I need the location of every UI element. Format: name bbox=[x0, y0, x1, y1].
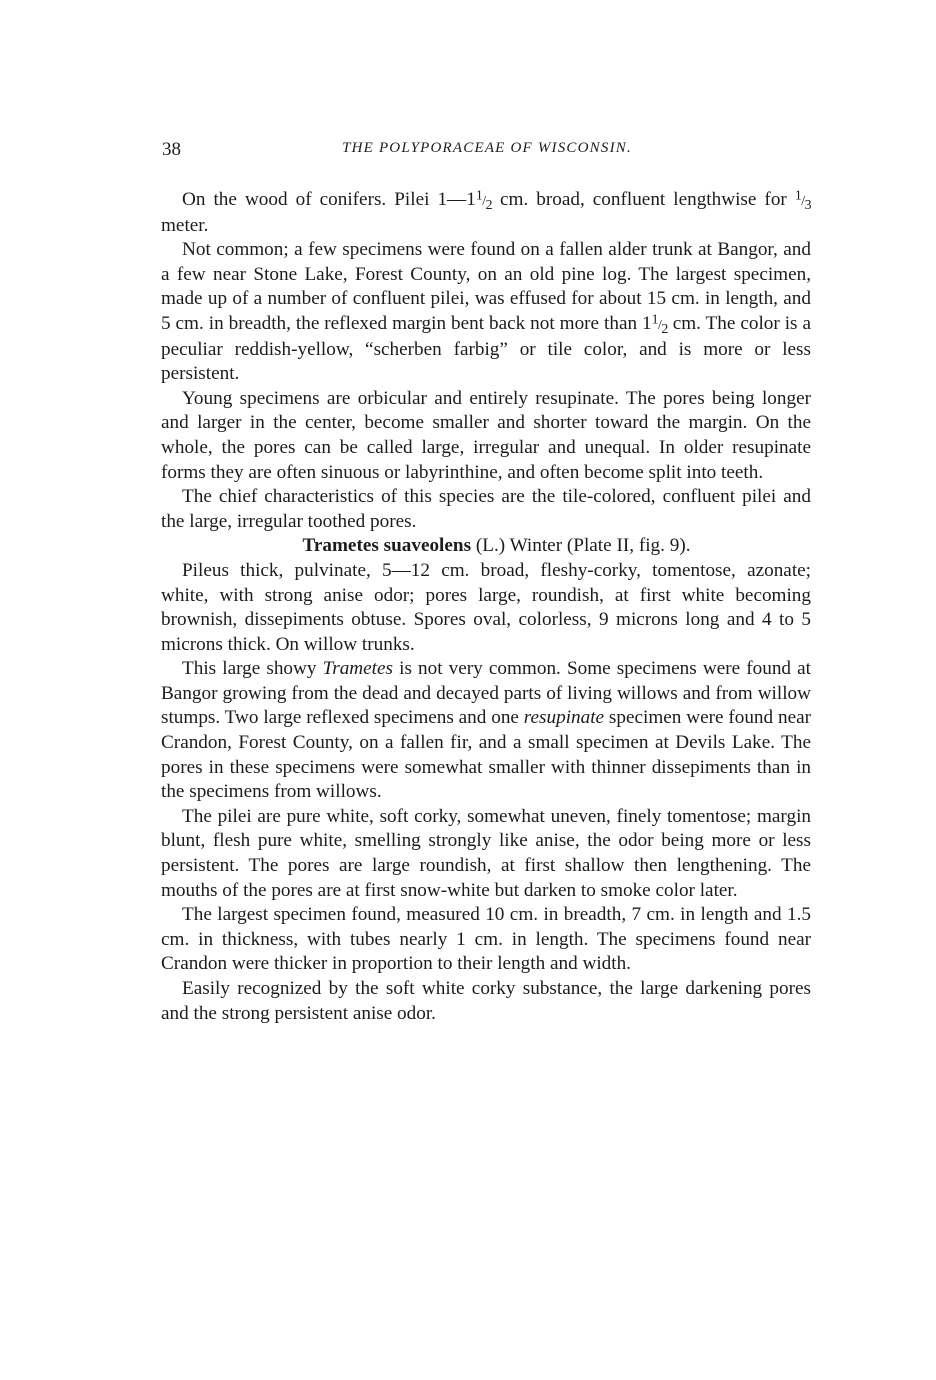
text-run: This large showy bbox=[182, 658, 323, 680]
page-body bbox=[161, 188, 811, 1026]
species-heading bbox=[161, 534, 811, 559]
paragraph bbox=[161, 188, 811, 238]
fraction-denominator: 2 bbox=[485, 196, 492, 212]
term-italic: resupinate bbox=[523, 707, 605, 729]
page-header bbox=[162, 139, 812, 165]
genus-italic: Trametes bbox=[322, 658, 393, 680]
page-number: 38 bbox=[162, 139, 181, 160]
paragraph bbox=[161, 657, 811, 805]
fraction-one-third: $^1/_3$ bbox=[794, 187, 811, 212]
paragraph: The largest specimen found, measured 10 cm. in breadth, 7 cm. in length and 1.5 cm. in thickness, with tubes nearly 1 cm. in length. The specimens found near Crandon were thicker in proportion to their length and width. bbox=[161, 904, 811, 975]
text-run: is not very common. Some specimens were found at Bangor growing from the dead and decayed parts of living willows and from willow stumps. Two large reflexed specimens and one bbox=[161, 658, 811, 729]
fraction-one-half: $^1/_2$ bbox=[651, 311, 668, 336]
running-title: THE POLYPORACEAE OF WISCONSIN. bbox=[342, 140, 632, 156]
fraction-numerator: 1 bbox=[794, 187, 802, 203]
text-run: specimen were found near Crandon, Forest County, on a fallen fir, and a small specimen at Devils Lake. The pores in these specimens were somewhat smaller with thinner dissepiments than in the specimens from willows. bbox=[161, 707, 811, 803]
text-run: On the wood of conifers. Pilei 1—1 bbox=[182, 189, 476, 210]
paragraph: Young specimens are orbicular and entirely resupinate. The pores being longer and larger in the center, become smaller and shorter toward the margin. On the whole, the pores can be called large, irregular and unequal. In older resupinate forms they are often sinuous or labyrinthine, and often become split into teeth. bbox=[161, 387, 811, 483]
fraction-numerator: 1 bbox=[651, 311, 659, 327]
paragraph: Easily recognized by the soft white corky substance, the large darkening pores and the strong persistent anise odor. bbox=[161, 978, 811, 1024]
text-run: cm. The color is a peculiar reddish-yellow, “scherben farbig” or tile color, and is more or less persistent. bbox=[161, 312, 811, 385]
text-run: meter. bbox=[161, 214, 209, 236]
species-name: Trametes suaveolens bbox=[302, 535, 472, 557]
fraction-numerator: 1 bbox=[475, 187, 483, 203]
paragraph: The pilei are pure white, soft corky, somewhat uneven, finely tomentose; margin blunt, flesh pure white, smelling strongly like anise, the odor being more or less persistent. The pores are large roundish, at first shallow then lengthening. The mouths of the pores are at first snow-white but darken to smoke color later. bbox=[161, 805, 811, 901]
text-run: cm. broad, confluent lengthwise for bbox=[491, 189, 795, 210]
paragraph: Pileus thick, pulvinate, 5—12 cm. broad, fleshy-corky, tomentose, azonate; white, with strong anise odor; pores large, roundish, at first white becoming brownish, dissepiments obtuse. Spores oval, colorless, 9 microns long and 4 to 5 microns thick. On willow trunks. bbox=[161, 559, 811, 655]
species-authority: (L.) Winter (Plate II, fig. 9). bbox=[471, 535, 691, 557]
fraction-denominator: 3 bbox=[804, 196, 811, 212]
fraction-one-half: $^1/_2$ bbox=[475, 187, 492, 212]
fraction-denominator: 2 bbox=[661, 320, 668, 336]
text-run: Not common; a few specimens were found on a fallen alder trunk at Bangor, and a few near Stone Lake, Forest County, on an old pine log. The largest specimen, made up of a number of confluent pilei, was effused for about 15 cm. in length, and 5 cm. in breadth, the reflexed margin bent back not more than 1 bbox=[161, 239, 811, 334]
paragraph bbox=[161, 238, 811, 387]
paragraph: The chief characteristics of this species are the tile-colored, confluent pilei and the large, irregular toothed pores. bbox=[161, 486, 811, 532]
